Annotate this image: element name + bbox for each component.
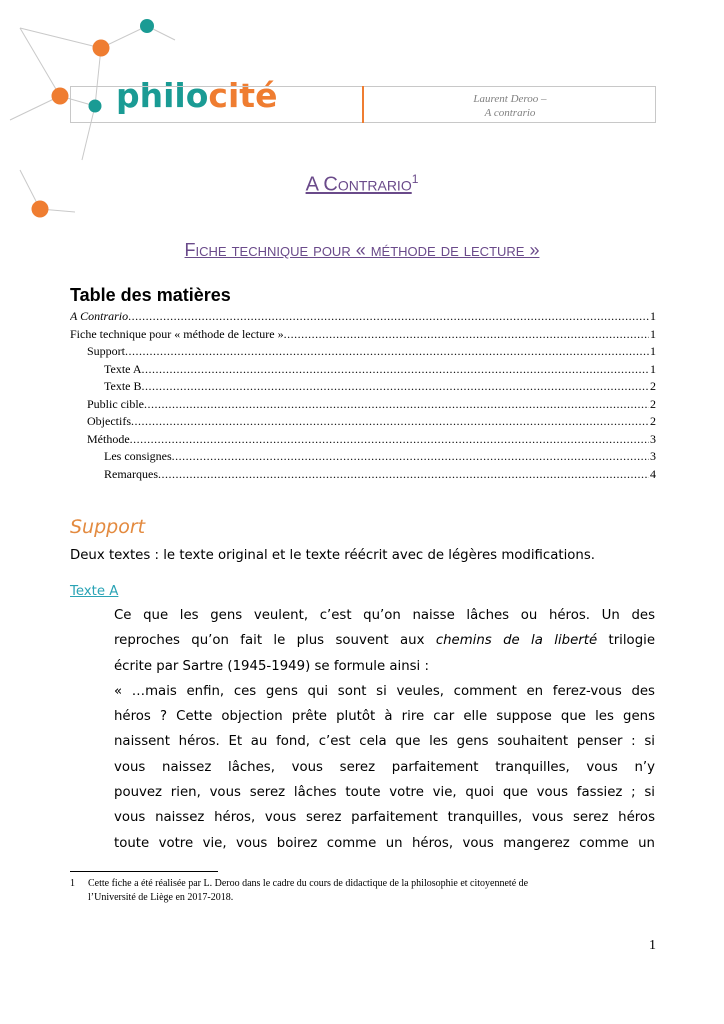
footnote-separator	[70, 871, 218, 872]
body-line: écrite par Sartre (1945-1949) se formule ainsi :	[114, 658, 429, 674]
toc-entry[interactable]: Texte A ..... 1	[70, 361, 656, 379]
body-line: naissent héros. Et au fond, c’est cela que les gens souhaitent penser : si	[114, 734, 655, 750]
body-line: « …mais enfin, ces gens qui sont si veules, comment en ferez-vous des	[114, 683, 655, 699]
book-title: chemins de la liberté	[435, 633, 598, 649]
texte-a-heading[interactable]: Texte A	[70, 584, 119, 599]
footnote	[70, 877, 660, 905]
logo-philo-text: philo	[116, 76, 209, 115]
toc-entry[interactable]: Les consignes ..... 3	[70, 448, 656, 466]
body-line: reproches qu’on fait le plus souvent aux chemins de la liberté trilogie	[114, 633, 656, 649]
support-heading: Support	[70, 516, 146, 538]
footnote-line1: Cette fiche a été réalisée par L. Deroo dans le cadre du cours de didactique de la philosophie et citoyenneté de	[88, 878, 529, 889]
header-divider	[362, 86, 364, 123]
toc-entry[interactable]: A Contrario ..... 1	[70, 308, 656, 326]
title-footnote-ref[interactable]: 1	[411, 172, 419, 186]
document-title-text: A Contrario	[305, 173, 412, 196]
body-line: vous naissez lâches, vous serez parfaitement tranquilles, vous n’y	[114, 759, 655, 775]
header-author	[380, 92, 640, 120]
support-intro: Deux textes : le texte original et le texte réécrit avec de légères modifications.	[70, 548, 595, 563]
body-line: vous naissez héros, vous serez parfaitement tranquilles, vous serez héros	[114, 810, 655, 826]
document-title	[0, 172, 724, 197]
footnote-line2: l’Université de Liège en 2017-2018.	[88, 892, 234, 903]
toc-heading: Table des matières	[70, 285, 231, 305]
footnote-number: 1	[70, 878, 75, 889]
logo-cite-text: cité	[208, 76, 278, 115]
toc-entry[interactable]: Public cible ..... 2	[70, 396, 656, 414]
toc-entry[interactable]: Support ..... 1	[70, 343, 656, 361]
body-line: pouvez rien, vous serez lâches toute votre vie, quoi que vous fassiez ; si	[114, 785, 655, 801]
body-line: héros ? Cette objection prête plutôt à rire car elle suppose que les gens	[114, 709, 655, 725]
body-line: toute votre vie, vous boirez comme un héros, vous mangerez comme un	[114, 835, 655, 851]
header-author-line2: A contrario	[484, 107, 536, 119]
page-number: 1	[649, 938, 656, 953]
toc-entry[interactable]: Texte B ..... 2	[70, 378, 656, 396]
toc-entry[interactable]: Remarques ..... 4	[70, 466, 656, 484]
table-of-contents	[70, 308, 656, 483]
toc-entry[interactable]: Fiche technique pour « méthode de lecture » ..... 1	[70, 326, 656, 344]
texte-a-body	[114, 603, 655, 856]
header-author-line1: Laurent Deroo –	[473, 93, 547, 105]
toc-entry[interactable]: Objectifs ..... 2	[70, 413, 656, 431]
body-line: Ce que les gens veulent, c’est qu’on naisse lâches ou héros. Un des	[114, 608, 655, 623]
toc-entry[interactable]: Méthode ..... 3	[70, 431, 656, 449]
document-subtitle: Fiche technique pour « méthode de lecture »	[184, 240, 540, 260]
